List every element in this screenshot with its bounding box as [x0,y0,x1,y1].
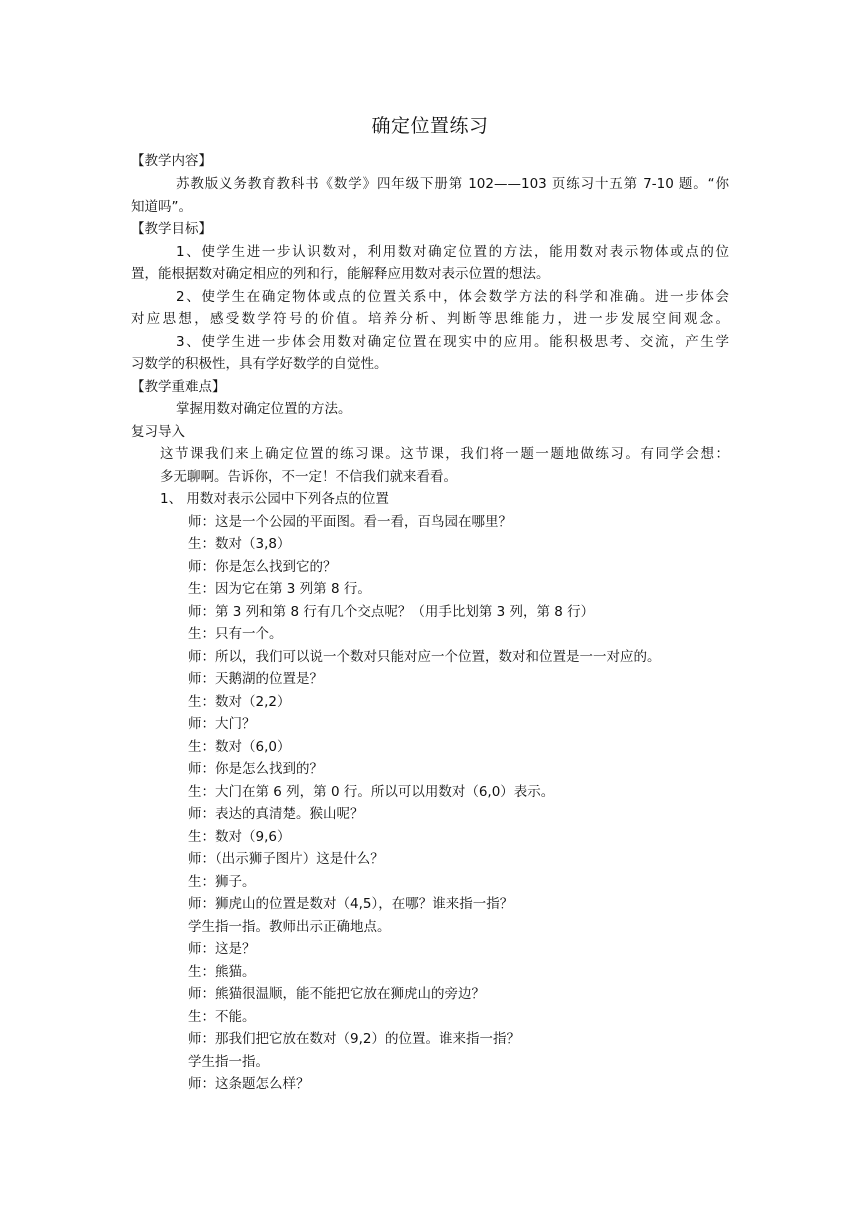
dialogue-line: 师：这是一个公园的平面图。看一看，百鸟园在哪里？ [188,514,512,530]
dialogue-line: 生：熊猫。 [188,964,256,980]
teaching-goals-heading: 【教学目标】 [131,221,212,237]
review-text-cont: 多无聊啊。告诉你，不一定！不信我们就来看看。 [160,469,457,485]
dialogue-line: 生：数对（2,2） [188,694,291,710]
dialogue-line: 师：第 3 列和第 8 行有几个交点呢？（用手比划第 3 列，第 8 行） [188,604,595,620]
dialogue-line: 师：天鹅湖的位置是？ [188,671,323,687]
dialogue-line: 生：数对（6,0） [188,739,291,755]
keypoint-text: 掌握用数对确定位置的方法。 [176,401,352,417]
dialogue-line: 学生指一指。 [188,1054,269,1070]
goal-2-text-cont: 对应思想，感受数学符号的价值。培养分析、判断等思维能力，进一步发展空间观念。 [131,311,729,327]
dialogue-line: 师：你是怎么找到它的？ [188,559,337,575]
teaching-content-heading: 【教学内容】 [131,153,212,169]
dialogue-line: 学生指一指。教师出示正确地点。 [188,919,391,935]
dialogue-line: 生：数对（9,6） [188,829,291,845]
goal-2-text: 2、使学生在确定物体或点的位置关系中，体会数学方法的科学和准确。进一步体会 [176,289,729,305]
dialogue-line: 师：大门？ [188,716,256,732]
dialogue-line: 生：只有一个。 [188,626,283,642]
dialogue-line: 师：这条题怎么样？ [188,1076,310,1092]
dialogue-line: 师：表达的真清楚。猴山呢？ [188,806,364,822]
dialogue-line: 师：（出示狮子图片）这是什么？ [188,851,384,867]
dialogue-line: 师：这是？ [188,941,256,957]
goal-3-text: 3、使学生进一步体会用数对确定位置在现实中的应用。能积极思考、交流，产生学 [176,334,729,350]
teaching-content-text: 苏教版义务教育教科书《数学》四年级下册第 102——103 页练习十五第 7-10 题。“你 [176,176,729,192]
goal-1-text: 1、使学生进一步认识数对，利用数对确定位置的方法，能用数对表示物体或点的位 [176,244,729,260]
dialogue-line: 生：狮子。 [188,874,256,890]
exercise-1-heading: 1、 用数对表示公园中下列各点的位置 [160,491,389,507]
goal-3-text-cont: 习数学的积极性，具有学好数学的自觉性。 [131,356,388,372]
dialogue-line: 师：狮虎山的位置是数对（4,5），在哪？谁来指一指？ [188,896,514,912]
dialogue-line: 生：数对（3,8） [188,536,291,552]
dialogue-line: 生：因为它在第 3 列第 8 行。 [188,581,371,597]
keypoint-heading: 【教学重难点】 [131,379,226,395]
teaching-content-text-cont: 知道吗”。 [131,199,192,215]
review-heading: 复习导入 [131,424,185,440]
dialogue-line: 生：大门在第 6 列，第 0 行。所以可以用数对（6,0）表示。 [188,784,555,800]
goal-1-text-cont: 置，能根据数对确定相应的列和行，能解释应用数对表示位置的想法。 [131,266,550,282]
dialogue-line: 师：你是怎么找到的？ [188,761,323,777]
review-text: 这节课我们来上确定位置的练习课。这节课，我们将一题一题地做练习。有同学会想： [160,446,729,462]
document-title: 确定位置练习 [371,115,489,137]
dialogue-line: 师：那我们把它放在数对（9,2）的位置。谁来指一指？ [188,1031,520,1047]
dialogue-line: 师：熊猫很温顺，能不能把它放在狮虎山的旁边？ [188,986,485,1002]
dialogue-line: 生：不能。 [188,1009,256,1025]
dialogue-line: 师：所以，我们可以说一个数对只能对应一个位置，数对和位置是一一对应的。 [188,649,661,665]
